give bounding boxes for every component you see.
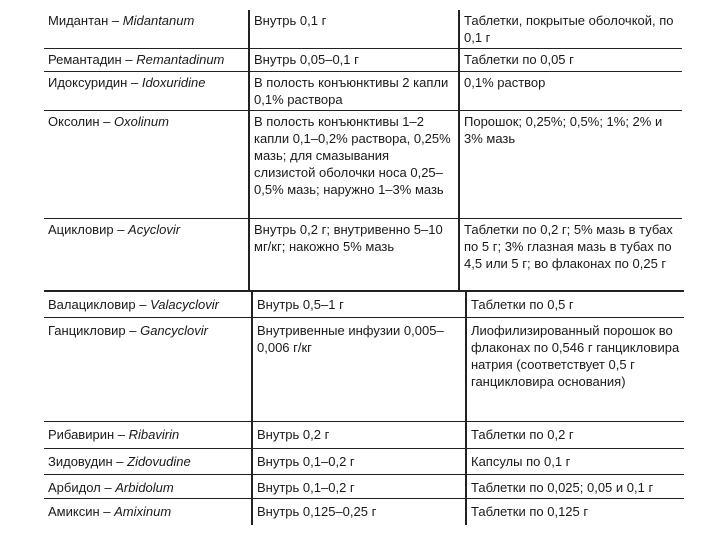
release-form-cell: Таблетки по 0,2 г	[466, 421, 684, 448]
drug-name: Амиксин	[48, 503, 100, 519]
drug-table-bottom	[44, 290, 684, 525]
drug-name-cell	[44, 498, 252, 525]
drug-latin-name: Arbidolum	[115, 479, 174, 495]
dose-cell: Внутрь 0,125–0,25 г	[252, 498, 466, 525]
drug-name-cell	[44, 317, 252, 421]
dash: –	[125, 322, 141, 338]
dose-cell: Внутрь 0,2 г	[252, 421, 466, 448]
release-form-cell: Таблетки, покрытые оболочкой, по 0,1 г	[459, 10, 682, 48]
release-form-cell: Лиофилизированный порошок во флаконах по 0,546 г ганцикловира натрия (соответствует 0,5 г ганцикловира основания)	[466, 317, 684, 421]
release-form-cell: Таблетки по 0,125 г	[466, 498, 684, 525]
release-form-cell: Таблетки по 0,025; 0,05 и 0,1 г	[466, 474, 684, 498]
drug-name-cell	[44, 48, 249, 71]
table-row	[44, 498, 684, 525]
drug-name: Рибавирин	[48, 426, 115, 442]
drug-name: Оксолин	[48, 113, 100, 129]
table-row	[44, 10, 682, 48]
drug-name: Ацикловир	[48, 221, 114, 237]
dash: –	[113, 221, 129, 237]
drug-table-top	[44, 10, 682, 290]
drug-name-cell	[44, 71, 249, 110]
drug-latin-name: Gancyclovir	[140, 322, 209, 338]
dose-cell: В полость конъюнктивы 1–2 капли 0,1–0,2% раствора, 0,25% мазь; для смазывания слизистой оболочки носа 0,25–0,5% мазь; наружно 1–3% мазь	[249, 110, 459, 218]
drug-latin-name: Remantadinum	[136, 51, 225, 67]
drug-latin-name: Zidovudine	[127, 453, 191, 469]
dose-cell: Внутрь 0,1–0,2 г	[252, 474, 466, 498]
table-row	[44, 291, 684, 317]
drug-name: Ремантадин	[48, 51, 122, 67]
drug-name: Идоксуридин	[48, 74, 128, 90]
release-form-cell: Таблетки по 0,2 г; 5% мазь в тубах по 5 г; 3% глазная мазь в тубах по 4,5 или 5 г; во флаконах по 0,25 г	[459, 218, 682, 290]
drug-latin-name: Midantanum	[122, 13, 195, 28]
dash: –	[100, 479, 116, 495]
dose-cell: Внутрь 0,1–0,2 г	[252, 448, 466, 474]
release-form-cell: Таблетки по 0,5 г	[466, 291, 684, 317]
table-row	[44, 317, 684, 421]
dose-cell: В полость конъюнктивы 2 капли 0,1% раствора	[249, 71, 459, 110]
drug-name-cell	[44, 448, 252, 474]
drug-name: Валацикловир	[48, 297, 136, 312]
dose-cell: Внутрь 0,1 г	[249, 10, 459, 48]
drug-latin-name: Oxolinum	[114, 113, 169, 129]
dose-cell: Внутрь 0,05–0,1 г	[249, 48, 459, 71]
drug-latin-name: Valacyclovir	[150, 297, 219, 312]
release-form-cell: Таблетки по 0,05 г	[459, 48, 682, 71]
dash: –	[121, 51, 137, 67]
dash: –	[135, 297, 151, 312]
drug-latin-name: Amixinum	[114, 503, 172, 519]
drug-latin-name: Ribavirin	[128, 426, 180, 442]
drug-latin-name: Acyclovir	[128, 221, 181, 237]
drug-name-cell	[44, 474, 252, 498]
drug-name: Мидантан	[48, 13, 109, 28]
table-row	[44, 474, 684, 498]
dose-cell: Внутрь 0,5–1 г	[252, 291, 466, 317]
dose-cell: Внутривенные инфузии 0,005–0,006 г/кг	[252, 317, 466, 421]
dash: –	[108, 13, 123, 28]
dose-cell: Внутрь 0,2 г; внутривенно 5–10 мг/кг; накожно 5% мазь	[249, 218, 459, 290]
table-row	[44, 421, 684, 448]
drug-name: Ганцикловир	[48, 322, 126, 338]
dash: –	[127, 74, 142, 90]
table-row	[44, 110, 682, 218]
drug-name-cell	[44, 110, 249, 218]
drug-name-cell	[44, 291, 252, 317]
drug-name: Арбидол	[48, 479, 101, 495]
dash: –	[114, 426, 129, 442]
table-row	[44, 448, 684, 474]
table-row	[44, 71, 682, 110]
release-form-cell: Порошок; 0,25%; 0,5%; 1%; 2% и 3% мазь	[459, 110, 682, 218]
release-form-cell: Капсулы по 0,1 г	[466, 448, 684, 474]
drug-name-cell	[44, 421, 252, 448]
drug-latin-name: Idoxuridine	[141, 74, 206, 90]
dash: –	[99, 503, 115, 519]
release-form-cell: 0,1% раствор	[459, 71, 682, 110]
table-row	[44, 48, 682, 71]
table-row	[44, 218, 682, 290]
dash: –	[112, 453, 128, 469]
dash: –	[99, 113, 115, 129]
drug-name-cell	[44, 218, 249, 290]
drug-name: Зидовудин	[48, 453, 113, 469]
drug-name-cell	[44, 10, 249, 48]
